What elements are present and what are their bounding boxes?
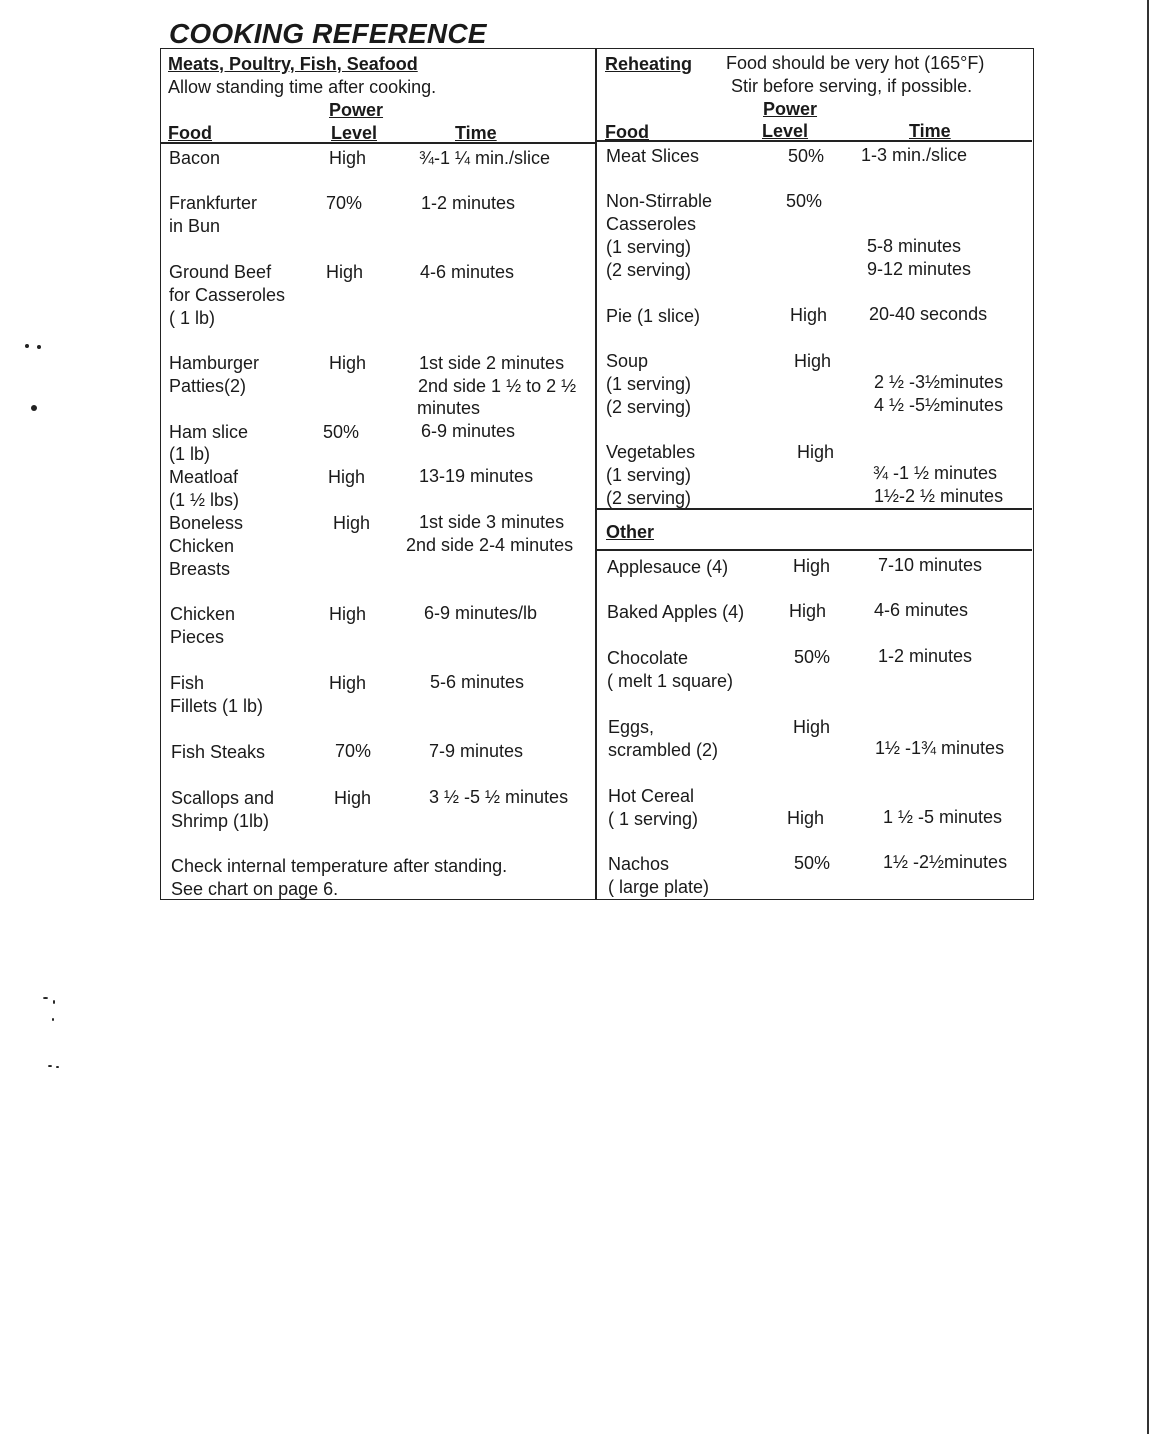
left-row-time: minutes (417, 398, 481, 418)
left-power-header-2: Level (331, 123, 378, 143)
left-row-power: High (329, 148, 367, 168)
left-row-time: 1-2 minutes (421, 193, 516, 213)
left-row-food: Fillets (1 lb) (170, 696, 264, 716)
left-row-time: 5-6 minutes (430, 672, 525, 692)
other-row-food: Eggs, (608, 717, 655, 737)
right-row-power: High (794, 351, 832, 371)
right-row-power: 50% (786, 191, 823, 211)
right-row-food: Vegetables (606, 442, 696, 462)
left-footer-line-1: Check internal temperature after standing. (171, 856, 508, 876)
left-row-food: in Bun (169, 216, 221, 236)
left-row-time: 6-9 minutes (421, 421, 516, 441)
left-row-power: 70% (326, 193, 363, 213)
other-row-time: 1-2 minutes (878, 646, 973, 666)
left-row-food: Fish (170, 673, 205, 693)
left-row-power: High (328, 467, 366, 487)
left-food-header: Food (168, 123, 212, 143)
left-row-food: for Casseroles (169, 285, 286, 305)
left-row-food: Shrimp (1lb) (171, 811, 270, 831)
scan-speck (53, 1000, 55, 1004)
other-row-food: scrambled (2) (608, 740, 719, 760)
left-row-time: 2nd side 1 ½ to 2 ½ (418, 376, 577, 396)
other-row-food: Applesauce (4) (607, 557, 729, 577)
right-row-time: 1-3 min./slice (861, 145, 968, 165)
right-row-power: High (790, 305, 828, 325)
left-row-power: High (326, 262, 364, 282)
right-power-header-1: Power (763, 99, 818, 119)
right-row-food: (2 serving) (606, 488, 692, 508)
other-row-power: 50% (794, 647, 831, 667)
other-row-food: Nachos (608, 854, 670, 874)
other-row-food: Hot Cereal (608, 786, 695, 806)
right-row-food: Meat Slices (606, 146, 700, 166)
right-row-time: 1½-2 ½ minutes (874, 486, 1004, 506)
left-row-food: Ground Beef (169, 262, 272, 282)
left-row-food: Frankfurter (169, 193, 258, 213)
right-row-food: (1 serving) (606, 237, 692, 257)
scan-edge-line (1147, 0, 1149, 1434)
right-row-time: 5-8 minutes (867, 236, 962, 256)
column-divider (595, 48, 597, 900)
other-row-power: 50% (794, 853, 831, 873)
scan-speck (56, 1066, 59, 1068)
left-row-time: 1st side 3 minutes (419, 512, 565, 532)
left-row-time: 2nd side 2-4 minutes (406, 535, 574, 555)
left-row-food: Pieces (170, 627, 225, 647)
scan-speck (31, 405, 37, 411)
other-row-power: High (787, 808, 825, 828)
left-row-power: High (334, 788, 372, 808)
left-row-food: Scallops and (171, 788, 275, 808)
right-row-food: (2 serving) (606, 397, 692, 417)
left-time-header: Time (455, 123, 497, 143)
left-row-power: High (329, 673, 367, 693)
left-power-header-1: Power (329, 100, 384, 120)
left-row-power: High (329, 353, 367, 373)
other-row-food: ( 1 serving) (608, 809, 699, 829)
scan-speck (52, 1018, 54, 1021)
other-row-time: 4-6 minutes (874, 600, 969, 620)
reheating-heading: Reheating (605, 54, 693, 74)
left-row-food: Chicken (169, 536, 235, 556)
left-row-power: 50% (323, 422, 360, 442)
other-row-time: 7-10 minutes (878, 555, 983, 575)
left-row-power: 70% (335, 741, 372, 761)
scan-speck (37, 345, 41, 349)
left-row-time: 1st side 2 minutes (419, 353, 565, 373)
left-row-food: Hamburger (169, 353, 260, 373)
right-time-header: Time (909, 121, 951, 141)
right-row-food: Non-Stirrable (606, 191, 713, 211)
right-row-food: (1 serving) (606, 374, 692, 394)
left-row-food: (1 ½ lbs) (169, 490, 240, 510)
right-row-time: ¾ -1 ½ minutes (873, 463, 998, 483)
right-row-power: 50% (788, 146, 825, 166)
left-row-food: Fish Steaks (171, 742, 266, 762)
right-row-power: High (797, 442, 835, 462)
left-row-food: (1 lb) (169, 444, 211, 464)
other-row-time: 1½ -1¾ minutes (875, 738, 1005, 758)
right-row-time: 4 ½ -5½minutes (874, 395, 1004, 415)
left-footer-line-2: See chart on page 6. (171, 879, 339, 899)
scan-speck (48, 1065, 52, 1067)
meats-heading: Meats, Poultry, Fish, Seafood (168, 54, 418, 74)
other-row-time: 1 ½ -5 minutes (883, 807, 1003, 827)
left-row-time: 13-19 minutes (419, 466, 534, 486)
left-header-rule (160, 142, 595, 144)
other-row-power: High (789, 601, 827, 621)
other-row-power: High (793, 717, 831, 737)
right-row-food: Pie (1 slice) (606, 306, 701, 326)
right-row-food: Soup (606, 351, 649, 371)
left-row-time: ¾-1 ¼ min./slice (419, 148, 551, 168)
scan-speck (43, 997, 48, 999)
left-row-time: 7-9 minutes (429, 741, 524, 761)
other-row-food: Baked Apples (4) (607, 602, 745, 622)
reheating-note-1: Food should be very hot (165°F) (726, 53, 985, 73)
right-power-header-2: Level (762, 121, 809, 141)
right-row-food: (2 serving) (606, 260, 692, 280)
left-row-food: Ham slice (169, 422, 249, 442)
page-title: COOKING REFERENCE (169, 18, 487, 49)
other-row-time: 1½ -2½minutes (883, 852, 1008, 872)
other-row-food: ( melt 1 square) (607, 671, 734, 691)
left-row-food: Patties(2) (169, 376, 247, 396)
other-row-food: ( large plate) (608, 877, 710, 897)
left-row-food: Breasts (169, 559, 231, 579)
right-row-time: 2 ½ -3½minutes (874, 372, 1004, 392)
other-heading: Other (606, 522, 655, 542)
left-row-food: Bacon (169, 148, 221, 168)
right-food-header: Food (605, 122, 649, 142)
reheating-note-2: Stir before serving, if possible. (731, 76, 973, 96)
left-row-time: 4-6 minutes (420, 262, 515, 282)
left-row-food: Meatloaf (169, 467, 239, 487)
left-row-food: Boneless (169, 513, 244, 533)
scan-speck (25, 344, 29, 348)
left-row-time: 3 ½ -5 ½ minutes (429, 787, 569, 807)
left-row-food: ( 1 lb) (169, 308, 216, 328)
right-row-food: Casseroles (606, 214, 697, 234)
other-row-power: High (793, 556, 831, 576)
right-row-time: 20-40 seconds (869, 304, 988, 324)
left-row-power: High (333, 513, 371, 533)
other-bottom-rule (595, 549, 1032, 551)
left-row-power: High (329, 604, 367, 624)
right-row-time: 9-12 minutes (867, 259, 972, 279)
left-row-food: Chicken (170, 604, 236, 624)
right-header-rule (595, 140, 1032, 142)
left-row-time: 6-9 minutes/lb (424, 603, 538, 623)
right-row-food: (1 serving) (606, 465, 692, 485)
meats-standing-note: Allow standing time after cooking. (168, 77, 437, 97)
other-row-food: Chocolate (607, 648, 689, 668)
